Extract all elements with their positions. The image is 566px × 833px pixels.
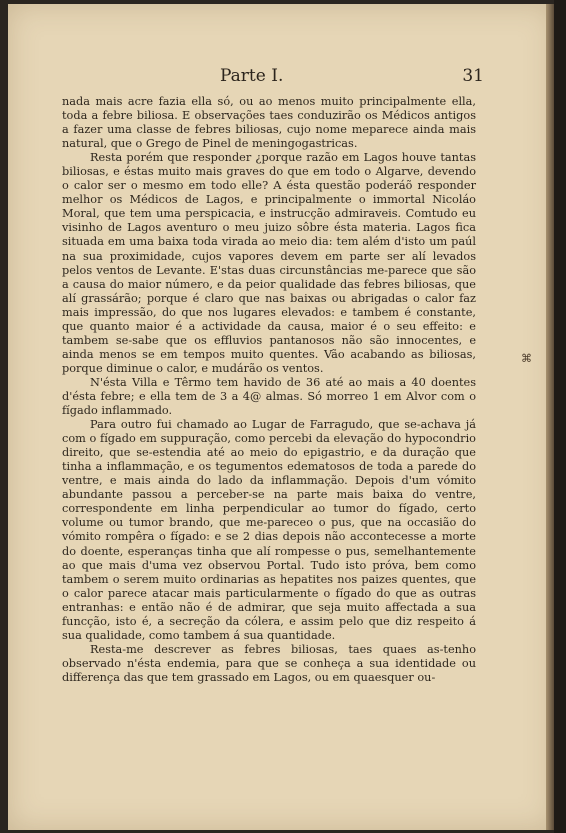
margin-mark: ⌘ bbox=[521, 352, 532, 365]
body-text bbox=[62, 95, 476, 685]
paragraph: Resta porém que responder ¿porque razão em Lagos houve tantas biliosas, e éstas muito mais graves do que em todo o Algarve, devendo o calor ser o mesmo em todo elle? A ésta questão poderáõ responder melhor os Médicos de Lagos, e principalmente o immortal Nicoláo Moral, que tem uma perspicacia, e instrucção admiraveis. Comtudo eu visinho de Lagos aventuro o meu juizo sôbre ésta materia. Lagos fica situada em uma baixa toda virada ao meio dia: tem além d'isto um paúl na sua proximidade, cujos vapores devem em parte ser alí levados pelos ventos de Levante. E'stas duas circunstâncias me-parece que são a causa do maior número, e da peior qualidade das febres biliosas, que alí grassárão; porque é claro que nas baixas ou abrigadas o calor faz mais impressão, do que nos lugares elevados: e tambem é constante, que quanto maior é a actividade da causa, maior é o seu effeito: e tambem se-sabe que os effluvios pantanosos não são innocentes, e ainda menos se em tempos muito quentes. Vão acabando as biliosas, porque diminue o calor, e mudárão os ventos. bbox=[62, 151, 476, 375]
page-edge bbox=[546, 4, 554, 830]
scan-border bbox=[554, 0, 566, 833]
paragraph: N'ésta Villa e Têrmo tem havido de 36 até ao mais a 40 doentes d'ésta febre; e ella tem de 3 a 4@ almas. Só morreo 1 em Alvor com o fígado inflammado. bbox=[62, 375, 476, 418]
paragraph: Resta-me descrever as febres biliosas, taes quaes as-tenho observado n'ésta endemia, para que se conheça a sua identidade ou differença das que tem grassado em Lagos, ou em quaesquer ou- bbox=[62, 642, 476, 684]
paragraph: Para outro fui chamado ao Lugar de Farragudo, que se-achava já com o fígado em suppuração, como percebi da elevação do hypocondrio direito, que se-estendia até ao meio do epigastrio, e da duração que tinha a inflammação, e os tegumentos edematosos de toda a parede do ventre, e mais ainda do lado da inflammação. Depois d'um vómito abundante passou a perceber-se na parte mais baixa do ventre, correspondente em linha perpendicular ao tumor do fígado, certo volume ou tumor brando, que me-pareceo o pus, que na occasião do vómito rompêra o fígado: e se 2 dias depois não accontecesse a morte do doente, esperanças tinha que alí rompesse o pus, semelhantemente ao que mais d'uma vez observou Portal. Tudo isto próva, bem como tambem o serem muito ordinarias as hepatites nos paizes quentes, que o calor parece atacar mais particularmente o fígado do que as outras entranhas: e então não é de admirar, que seja muito affectada a sua funcção, isto é, a secreção da cólera, e assim pelo que diz respeito á sua qualidade, como tambem á sua quantidade. bbox=[62, 418, 476, 642]
page-number: 31 bbox=[462, 66, 484, 86]
paragraph: nada mais acre fazia ella só, ou ao menos muito principalmente ella, toda a febre biliosa. E observações taes conduzirão os Médicos antigos a fazer uma classe de febres biliosas, cujo nome meparece ainda mais natural, que o Grego de Pinel de meningogastricas. bbox=[62, 95, 476, 151]
chapter-title: Parte I. bbox=[220, 66, 284, 86]
running-header bbox=[60, 66, 484, 92]
